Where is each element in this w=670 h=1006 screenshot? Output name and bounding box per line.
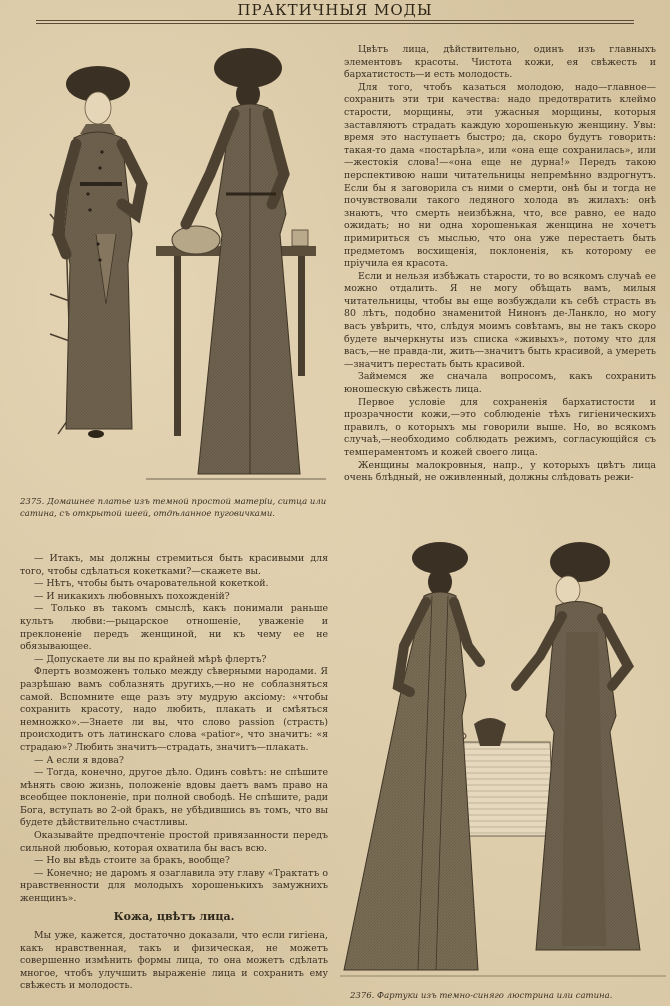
- fashion-plate-2376: [340, 536, 666, 986]
- left-paragraph: — Допускаете ли вы по крайней мѣрѣ флертъ?: [34, 653, 267, 665]
- section-heading: Кожа, цвѣтъ лица.: [113, 910, 235, 923]
- fashion-plate-2375-drawing: [36, 34, 336, 494]
- left-paragraph: Оказывайте предпочтеніе простой привязанности передъ сильной любовью, которая охватила бы васъ всю.: [20, 830, 328, 854]
- right-paragraph: Если и нельзя избѣжать старости, то во всякомъ случаѣ ее можно отдалить. Я не могу обѣщать вамъ, милыя читательницы, чтобы вы еще возбуждали къ себѣ страсть въ 80 лѣтъ, подобно знаменитой Нинонъ де-Ланкло, но могу васъ увѣрить, что, слѣдуя моимъ совѣтамъ, вы не такъ скоро будете вычеркнуты изъ списка «живыхъ», потому что для васъ,—не правда-ли, жить—значитъ быть красивой, а умереть—значитъ перестать быть красивой.: [344, 270, 656, 370]
- right-paragraph: Для того, чтобъ казаться молодою, надо—главное—сохранить эти три качества: надо предотвратить клеймо старости, морщины, эти ужасныя морщины, которыя заставляютъ страдать каждую хорошенькую женщину. Увы: время это наступаетъ быстро; да, скоро будутъ говорить: такая-то дама «постарѣла», или «она еще сохранилась», или—жестокія слова!—«она еще не дурна!» Передъ такою перспективою наши читательницы непремѣнно вздрогнутъ. Если бы я заговорила съ ними о смерти, онѣ бы и тогда не почувствовали такого ледяного холода въ жилахъ: онѣ знаютъ, что смерть неизбѣжна, что, все равно, ее надо ожидать; но ни одна хорошенькая женщина не хочетъ примириться съ мыслью, что она уже перестаетъ быть предметомъ восхищенія, поклоненія, къ которому ее пріучила ея красота.: [344, 81, 656, 270]
- fashion-plate-2376-drawing: [340, 536, 666, 986]
- page-header: [36, 0, 634, 21]
- left-paragraph: — И никакихъ любовныхъ похожденій?: [34, 590, 230, 602]
- caption-2376: 2376. Фартуки изъ темно-синяго люстрина или сатина.: [350, 991, 613, 1001]
- left-paragraph: — Но вы вѣдь стоите за бракъ, вообще?: [34, 855, 230, 867]
- left-paragraph: — Только въ такомъ смыслѣ, какъ понимали раньше культъ любви:—рыцарское отношеніе, уваженіе и преклоненіе передъ женщиной, ни къ чему ее не обязывающее.: [20, 603, 328, 653]
- caption-2375: 2375. Домашнее платье изъ темной простой матеріи, ситца или сатина, съ открытой шеей, отдѣланное пуговичками.: [20, 497, 327, 519]
- left-paragraph: — Нѣтъ, чтобы быть очаровательной кокеткой.: [34, 578, 269, 590]
- left-paragraph: — Тогда, конечно, другое дѣло. Одинъ совѣтъ: не спѣшите мѣнять свою жизнь, положеніе вдовы даетъ вамъ право на всеобщее поклоненіе, при полной свободѣ. Не спѣшите, ради Бога, вступать во 2-ой бракъ, не убѣдившись въ томъ, что вы будете дѣйствительно счастливы.: [20, 767, 328, 829]
- right-paragraph: Займемся же сначала вопросомъ, какъ сохранить юношескую свѣжесть лица.: [344, 371, 656, 396]
- section-text: [20, 930, 328, 993]
- left-paragraph: — А если я вдова?: [34, 754, 124, 766]
- left-column-text: [20, 553, 328, 906]
- left-paragraph: Флертъ возможенъ только между сѣверными народами. Я разрѣшаю вамъ соблазнять другихъ,—но не соблазняться самой. Вспомните еще разъ эту мудрую аксіому: «чтобы сохранить красоту, надо любить, плакать и смѣяться немножко».—Знаете ли вы, что слово passion (страсть) происходитъ отъ латинскаго слова «patior», что значитъ: «я страдаю»? Любить значитъ—страдать, значитъ—плакать.: [20, 666, 328, 753]
- right-column-text: [344, 44, 656, 485]
- right-paragraph: Женщины малокровныя, напр., у которыхъ цвѣтъ лица очень блѣдный, не оживленный, должны слѣдовать режи-: [344, 459, 656, 484]
- right-paragraph: Цвѣтъ лица, дѣйствительно, одинъ изъ главныхъ элементовъ красоты. Чистота кожи, ея свѣжесть и бархатистость—и есть молодость.: [344, 44, 656, 81]
- section-paragraph: Мы уже, кажется, достаточно доказали, что если гигіена, какъ нравственная, такъ и физическая, не можетъ совершенно измѣнить формы лица, то она можетъ сдѣлать многое, чтобъ улучшить выраженіе лица и сохранить ему свѣжесть и молодость.: [20, 930, 328, 992]
- right-paragraph: Первое условіе для сохраненія бархатистости и прозрачности кожи,—это соблюденіе тѣхъ гигіеническихъ правилъ, о которыхъ мы говорили выше. Но, во всякомъ случаѣ,—необходимо соблюдать режимъ, согласующійся съ темпераментомъ и кожей своего лица.: [344, 396, 656, 458]
- fashion-plate-2375: [36, 34, 336, 494]
- left-paragraph: — Конечно; не даромъ я озаглавила эту главу «Трактатъ о нравственности для молодыхъ хорошенькихъ замужнихъ женщинъ».: [20, 867, 328, 905]
- left-paragraph: — Итакъ, мы должны стремиться быть красивыми для того, чтобы сдѣлаться кокетками?—скажете вы.: [20, 553, 328, 577]
- page-title: ПРАКТИЧНЫЯ МОДЫ: [237, 1, 433, 19]
